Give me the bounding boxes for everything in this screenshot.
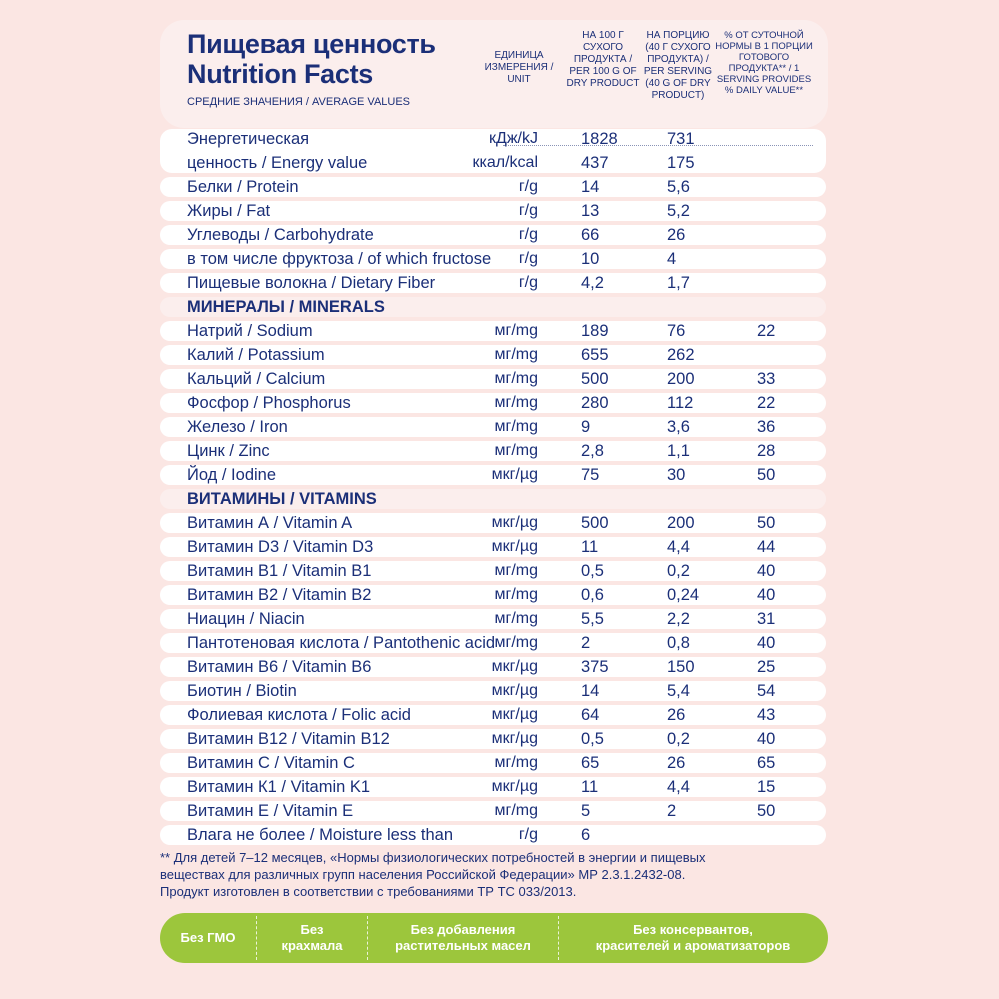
value-daily-percent: 54	[757, 682, 776, 700]
value-per-100g: 13	[581, 202, 600, 220]
value-daily-percent: 40	[757, 730, 776, 748]
value-daily-percent: 22	[757, 394, 776, 412]
nutrient-name: МИНЕРАЛЫ / MINERALS	[187, 298, 385, 316]
footnote-line: Продукт изготовлен в соответствии с требованиями ТР ТС 033/2013.	[160, 884, 577, 899]
value-per-serving: 4,4	[667, 538, 690, 556]
value-per-serving: 262	[667, 346, 695, 364]
feature-badges-bar	[160, 913, 828, 963]
value-per-serving: 0,24	[667, 586, 700, 604]
nutrient-row	[160, 271, 828, 295]
title-russian: Пищевая ценность	[187, 29, 436, 59]
value-daily-percent: 22	[757, 322, 776, 340]
value-per-100g: 1828	[581, 130, 618, 148]
nutrient-unit: г/g	[518, 202, 538, 219]
value-daily-percent: 28	[757, 442, 776, 460]
column-header-unit: ЕДИНИЦА ИЗМЕРЕНИЯ / UNIT	[484, 50, 554, 85]
value-per-100g: 4,2	[581, 274, 604, 292]
nutrient-unit: мкг/µg	[491, 466, 538, 483]
nutrient-name: ВИТАМИНЫ / VITAMINS	[187, 490, 377, 508]
nutrient-unit: г/g	[518, 250, 538, 267]
nutrient-row	[160, 631, 828, 655]
nutrient-row	[160, 535, 828, 559]
nutrient-unit: мг/mg	[494, 802, 538, 819]
value-per-serving: 200	[667, 370, 695, 388]
nutrient-name: Фосфор / Phosphorus	[187, 394, 351, 412]
value-per-100g: 2,8	[581, 442, 604, 460]
value-per-serving: 30	[667, 466, 686, 484]
section-header-row	[160, 487, 828, 511]
value-per-100g: 500	[581, 370, 609, 388]
nutrient-row	[160, 151, 828, 175]
value-per-serving: 2,2	[667, 610, 690, 628]
value-daily-percent: 50	[757, 802, 776, 820]
value-per-100g: 655	[581, 346, 609, 364]
nutrient-row	[160, 439, 828, 463]
value-per-100g: 189	[581, 322, 609, 340]
footnote-line: веществах для различных групп населения Российской Федерации» МР 2.3.1.2432-08.	[160, 867, 686, 882]
nutrient-row	[160, 727, 828, 751]
value-per-100g: 5,5	[581, 610, 604, 628]
value-per-100g: 11	[581, 538, 599, 556]
nutrient-unit: ккал/kcal	[472, 154, 538, 171]
nutrient-unit: мг/mg	[494, 610, 538, 627]
nutrient-row	[160, 799, 828, 823]
nutrient-unit: мкг/µg	[491, 658, 538, 675]
nutrient-name: Пищевые волокна / Dietary Fiber	[187, 274, 436, 292]
value-daily-percent: 40	[757, 634, 776, 652]
nutrition-table	[160, 127, 828, 847]
value-per-100g: 375	[581, 658, 609, 676]
nutrient-row	[160, 415, 828, 439]
nutrient-name: Фолиевая кислота / Folic acid	[187, 706, 411, 724]
nutrient-row	[160, 655, 828, 679]
value-per-serving: 0,8	[667, 634, 690, 652]
value-per-serving: 1,7	[667, 274, 690, 292]
value-per-serving: 0,2	[667, 730, 690, 748]
value-per-serving: 731	[667, 130, 695, 148]
nutrient-row	[160, 751, 828, 775]
nutrient-row	[160, 175, 828, 199]
nutrient-name: Йод / Iodine	[187, 466, 277, 484]
badge-no-gmo: Без ГМО	[180, 930, 236, 945]
subtitle: СРЕДНИЕ ЗНАЧЕНИЯ / AVERAGE VALUES	[187, 96, 411, 108]
title-english: Nutrition Facts	[187, 59, 374, 89]
value-per-serving: 1,1	[667, 442, 690, 460]
nutrient-row	[160, 679, 828, 703]
nutrient-row	[160, 247, 828, 271]
nutrient-name: Витамин В12 / Vitamin B12	[187, 730, 390, 748]
nutrient-unit: мкг/µg	[491, 706, 538, 723]
nutrient-name: Пантотеновая кислота / Pantothenic acid	[187, 634, 496, 652]
value-per-serving: 26	[667, 226, 686, 244]
nutrient-row	[160, 583, 828, 607]
value-per-serving: 26	[667, 706, 686, 724]
nutrient-unit: мкг/µg	[491, 514, 538, 531]
nutrient-row	[160, 223, 828, 247]
value-per-100g: 14	[581, 682, 600, 700]
value-per-serving: 200	[667, 514, 695, 532]
nutrient-name: Натрий / Sodium	[187, 322, 313, 340]
nutrient-row	[160, 367, 828, 391]
nutrient-row	[160, 607, 828, 631]
value-daily-percent: 65	[757, 754, 776, 772]
nutrient-name: Влага не более / Moisture less than	[187, 826, 453, 844]
nutrient-unit: мг/mg	[494, 562, 538, 579]
value-per-100g: 6	[581, 826, 591, 844]
nutrient-name: Витамин Е / Vitamin E	[187, 802, 354, 820]
value-per-serving: 5,6	[667, 178, 690, 196]
value-daily-percent: 50	[757, 514, 776, 532]
value-per-100g: 0,5	[581, 562, 604, 580]
column-header-daily-value: % ОТ СУТОЧНОЙ НОРМЫ В 1 ПОРЦИИ ГОТОВОГО ПРОДУКТА** / 1 SERVING PROVIDES % DAILY VALUE**	[715, 30, 813, 96]
nutrient-unit: мг/mg	[494, 346, 538, 363]
nutrient-name: ценность / Energy value	[187, 154, 368, 172]
value-per-serving: 3,6	[667, 418, 690, 436]
badge-no-preservatives: Без консервантов, красителей и ароматизаторов	[595, 922, 791, 953]
value-per-serving: 4,4	[667, 778, 690, 796]
nutrient-name: Витамин В2 / Vitamin B2	[187, 586, 372, 604]
value-per-100g: 65	[581, 754, 600, 772]
value-daily-percent: 15	[757, 778, 776, 796]
value-per-serving: 26	[667, 754, 686, 772]
value-per-100g: 11	[581, 778, 599, 796]
column-header-per-serving: НА ПОРЦИЮ (40 Г СУХОГО ПРОДУКТА) / PER SERVING (40 G OF DRY PRODUCT)	[643, 30, 713, 101]
value-per-100g: 64	[581, 706, 600, 724]
value-per-100g: 9	[581, 418, 591, 436]
value-per-100g: 5	[581, 802, 591, 820]
nutrient-unit: мг/mg	[494, 586, 538, 603]
value-per-100g: 2	[581, 634, 591, 652]
value-daily-percent: 33	[757, 370, 776, 388]
energy-divider	[503, 145, 813, 146]
value-per-100g: 0,6	[581, 586, 604, 604]
nutrient-unit: мг/mg	[494, 442, 538, 459]
value-per-serving: 5,4	[667, 682, 690, 700]
value-daily-percent: 25	[757, 658, 776, 676]
value-daily-percent: 40	[757, 586, 776, 604]
value-per-serving: 4	[667, 250, 677, 268]
value-per-100g: 14	[581, 178, 600, 196]
nutrient-row	[160, 343, 828, 367]
nutrient-unit: мкг/µg	[491, 730, 538, 747]
nutrient-name: Железо / Iron	[187, 418, 288, 436]
value-per-serving: 112	[667, 394, 694, 412]
column-header-per-100g: НА 100 Г СУХОГО ПРОДУКТА / PER 100 G OF DRY PRODUCT	[566, 30, 640, 89]
value-per-serving: 5,2	[667, 202, 690, 220]
nutrient-name: Витамин D3 / Vitamin D3	[187, 538, 374, 556]
value-per-serving: 0,2	[667, 562, 690, 580]
badge-no-starch: Без крахмала	[281, 922, 343, 953]
nutrient-name: Биотин / Biotin	[187, 682, 297, 700]
value-per-serving: 150	[667, 658, 695, 676]
value-per-100g: 500	[581, 514, 609, 532]
nutrient-name: Кальций / Calcium	[187, 370, 326, 388]
value-per-100g: 437	[581, 154, 609, 172]
nutrient-unit: мг/mg	[494, 754, 538, 771]
value-per-serving: 2	[667, 802, 677, 820]
value-daily-percent: 44	[757, 538, 776, 556]
nutrient-row	[160, 199, 828, 223]
section-header-row	[160, 295, 828, 319]
nutrient-unit: мг/mg	[494, 370, 538, 387]
nutrient-unit: г/g	[518, 274, 538, 291]
nutrient-unit: мг/mg	[494, 634, 538, 651]
value-daily-percent: 40	[757, 562, 776, 580]
nutrient-unit: мкг/µg	[491, 682, 538, 699]
nutrient-unit: мг/mg	[494, 322, 538, 339]
footnote-line: ** Для детей 7–12 месяцев, «Нормы физиологических потребностей в энергии и пищевых	[160, 850, 706, 865]
nutrient-name: в том числе фруктоза / of which fructose	[187, 250, 492, 268]
value-daily-percent: 31	[757, 610, 776, 628]
nutrient-name: Цинк / Zinc	[187, 442, 270, 460]
nutrient-row	[160, 319, 828, 343]
nutrient-unit: мкг/µg	[491, 778, 538, 795]
nutrient-row	[160, 703, 828, 727]
nutrient-unit: кДж/kJ	[489, 130, 538, 147]
nutrient-unit: г/g	[518, 826, 538, 843]
nutrient-name: Белки / Protein	[187, 178, 299, 196]
nutrient-name: Витамин А / Vitamin A	[187, 514, 353, 532]
nutrient-row	[160, 823, 828, 847]
nutrient-row	[160, 127, 828, 151]
value-per-100g: 280	[581, 394, 609, 412]
nutrient-name: Калий / Potassium	[187, 346, 325, 364]
nutrient-row	[160, 775, 828, 799]
value-per-100g: 10	[581, 250, 600, 268]
value-daily-percent: 50	[757, 466, 776, 484]
nutrient-row	[160, 559, 828, 583]
nutrient-row	[160, 511, 828, 535]
value-per-100g: 75	[581, 466, 600, 484]
badge-no-vegetable-oils: Без добавления растительных масел	[395, 922, 531, 953]
nutrient-row	[160, 463, 828, 487]
nutrient-unit: мг/mg	[494, 418, 538, 435]
nutrient-name: Жиры / Fat	[187, 202, 271, 220]
nutrient-row	[160, 391, 828, 415]
value-per-100g: 0,5	[581, 730, 604, 748]
nutrient-unit: г/g	[518, 226, 538, 243]
value-per-100g: 66	[581, 226, 600, 244]
value-per-serving: 175	[667, 154, 695, 172]
nutrient-name: Углеводы / Carbohydrate	[187, 226, 374, 244]
nutrient-name: Витамин В1 / Vitamin B1	[187, 562, 372, 580]
nutrient-name: Витамин К1 / Vitamin K1	[187, 778, 371, 796]
nutrient-name: Ниацин / Niacin	[187, 610, 305, 628]
value-daily-percent: 36	[757, 418, 776, 436]
footnote	[160, 849, 840, 900]
nutrient-unit: мкг/µg	[491, 538, 538, 555]
value-per-serving: 76	[667, 322, 686, 340]
nutrient-name: Энергетическая	[187, 130, 310, 148]
nutrient-unit: г/g	[518, 178, 538, 195]
nutrient-name: Витамин В6 / Vitamin B6	[187, 658, 372, 676]
nutrient-name: Витамин С / Vitamin C	[187, 754, 355, 772]
nutrient-unit: мг/mg	[494, 394, 538, 411]
value-daily-percent: 43	[757, 706, 776, 724]
